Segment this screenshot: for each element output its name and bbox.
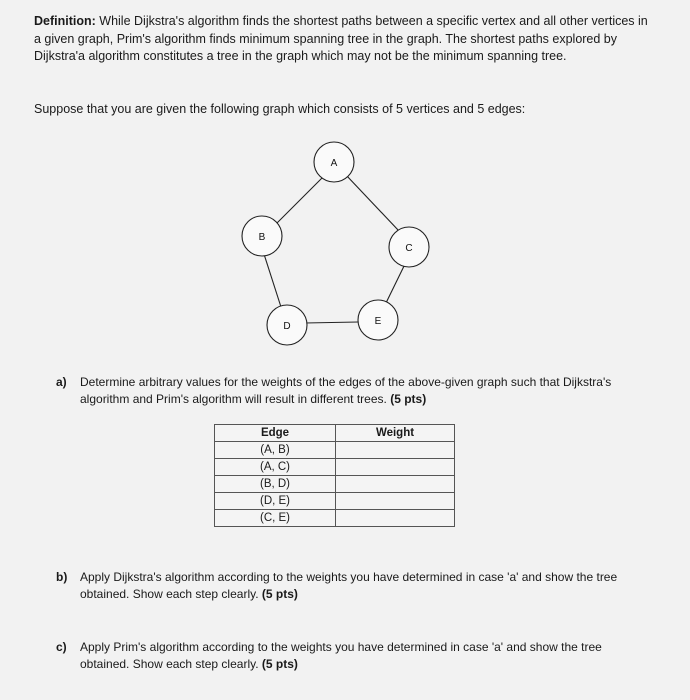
weight-cell[interactable]	[336, 510, 455, 527]
weight-cell[interactable]	[336, 493, 455, 510]
question-b-body	[80, 569, 650, 603]
node-b-label: B	[258, 232, 266, 243]
node-d-label: D	[283, 321, 291, 332]
header-weight: Weight	[336, 425, 455, 442]
weight-cell[interactable]	[336, 459, 455, 476]
edge-a-b	[273, 175, 325, 227]
intro-paragraph: Suppose that you are given the following graph which consists of 5 vertices and 5 edges:	[34, 102, 526, 116]
table-row	[215, 459, 455, 476]
table-row	[215, 510, 455, 527]
node-a-label: A	[330, 158, 338, 169]
edge-a-c	[346, 175, 399, 231]
edge-weight-table	[214, 424, 455, 527]
table-row	[215, 476, 455, 493]
question-a-label: a)	[56, 375, 67, 389]
definition-label: Definition:	[34, 14, 96, 28]
question-a-points: (5 pts)	[390, 392, 427, 406]
edge-cell: (A, C)	[215, 459, 336, 476]
question-b-text: Apply Dijkstra's algorithm according to the weights you have determined in case 'a' and show the tree obtained. Show each step clearly.	[80, 570, 618, 601]
edge-cell: (D, E)	[215, 493, 336, 510]
table-row	[215, 493, 455, 510]
question-c-points: (5 pts)	[261, 657, 298, 671]
edge-cell: (B, D)	[215, 476, 336, 493]
question-a-body	[80, 374, 650, 408]
question-c-label: c)	[56, 640, 67, 654]
question-c-text: Apply Prim's algorithm according to the weights you have determined in case 'a' and show the tree obtained. Show each step clearly.	[80, 640, 602, 671]
header-edge: Edge	[215, 425, 336, 442]
node-c-label: C	[405, 243, 413, 254]
edge-d-e	[305, 322, 358, 323]
table-row	[215, 442, 455, 459]
edge-cell: (C, E)	[215, 510, 336, 527]
weight-cell[interactable]	[336, 442, 455, 459]
edge-b-d	[263, 251, 281, 307]
question-b-label: b)	[56, 570, 68, 584]
table-header-row	[215, 425, 455, 442]
edge-c-e	[385, 262, 406, 305]
question-b-points: (5 pts)	[261, 587, 298, 601]
weight-cell[interactable]	[336, 476, 455, 493]
node-e-label: E	[374, 316, 382, 327]
question-c-body	[80, 639, 650, 673]
definition-text: While Dijkstra's algorithm finds the shortest paths between a specific vertex and all other vertices in a given graph, Prim's algorithm finds minimum spanning tree in the graph. The shortest paths explored by Dijkstra'a algorithm constitutes a tree in the graph which may not be the minimum spanning tree.	[34, 14, 648, 63]
edge-cell: (A, B)	[215, 442, 336, 459]
question-a-text: Determine arbitrary values for the weights of the edges of the above-given graph such that Dijkstra's algorithm and Prim's algorithm will result in different trees.	[80, 375, 612, 406]
